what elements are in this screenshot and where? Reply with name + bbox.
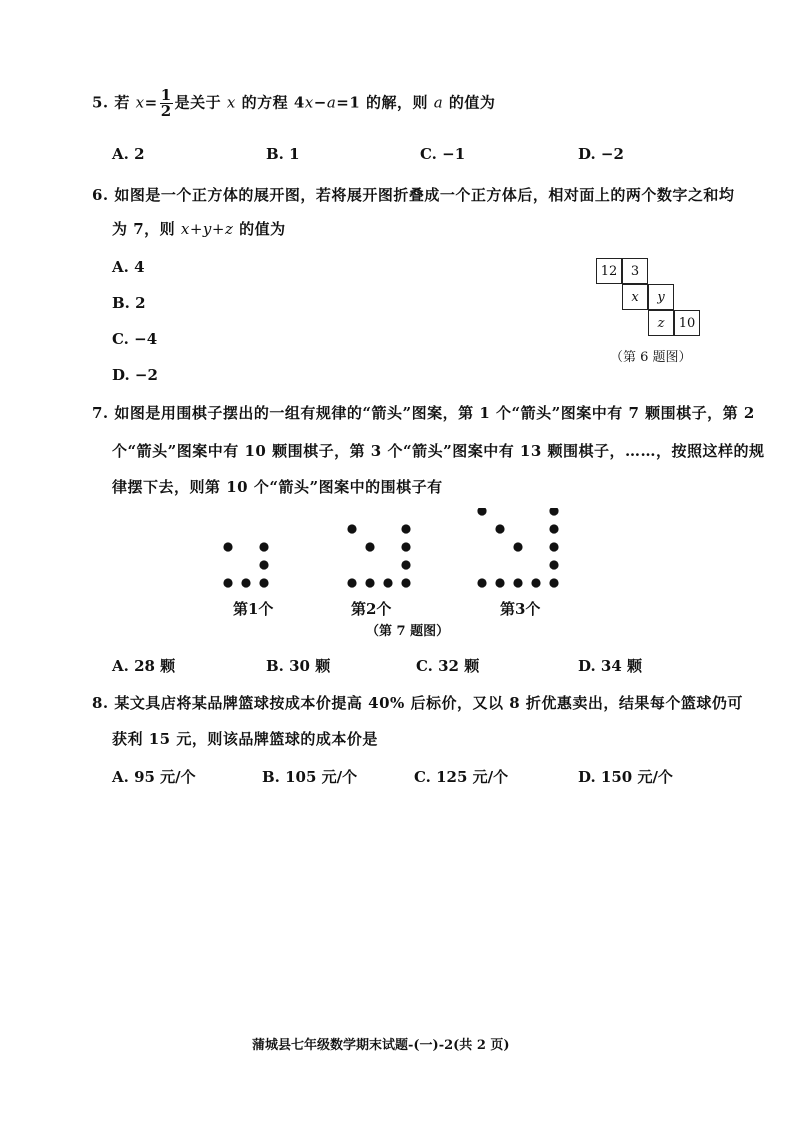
go-stone-p2-8 [347, 524, 356, 533]
cube-net-figure [596, 258, 706, 368]
net-face: 10 [674, 310, 700, 336]
question-number: 8. [92, 694, 109, 712]
go-stone-p1-3 [259, 578, 268, 587]
stem-text: 如图是一个正方体的展开图，若将展开图折叠成一个正方体后，相对面上的两个数字之和均 [114, 186, 735, 204]
arrow-patterns-figure [210, 508, 580, 590]
variable-x: x [304, 93, 314, 112]
fraction-denominator: 2 [160, 102, 172, 120]
fraction-numerator: 1 [160, 86, 172, 104]
question-8-line1 [92, 692, 743, 713]
stone-patterns [223, 508, 558, 588]
variable-x: x [135, 93, 145, 112]
question-8-line2: 获利 15 元，则该品牌篮球的成本价是 [112, 730, 378, 748]
stem-text: =1 的解，则 [336, 93, 428, 112]
option-b: B. 30 颗 [266, 657, 331, 675]
question-6-line2 [112, 218, 286, 239]
option-c: C. −1 [420, 145, 466, 163]
pattern-1-label: 第1个 [233, 600, 274, 618]
option-b: B. 105 元/个 [262, 768, 358, 786]
go-stone-p1-4 [259, 542, 268, 551]
option-c: C. 125 元/个 [414, 768, 509, 786]
go-stone-p2-2 [365, 578, 374, 587]
go-stone-p2-9 [365, 542, 374, 551]
go-stone-p2-6 [401, 542, 410, 551]
option-d: D. −2 [578, 145, 624, 163]
question-7-line1 [92, 402, 755, 423]
go-stone-p1-2 [241, 578, 250, 587]
go-stone-p3-1 [477, 578, 486, 587]
equals-sign: = [144, 93, 158, 112]
go-stone-p3-12 [513, 542, 522, 551]
go-stone-p1-5 [259, 560, 268, 569]
go-stone-p2-4 [401, 578, 410, 587]
go-stone-p3-10 [477, 508, 486, 516]
stem-text: 的值为 [448, 93, 496, 112]
question-5-stem [92, 88, 495, 119]
fraction-one-half [160, 88, 173, 119]
net-face: z [648, 310, 674, 336]
go-stone-p3-11 [495, 524, 504, 533]
go-stone-p1-1 [223, 578, 232, 587]
option-b: B. 1 [266, 145, 300, 163]
go-stone-p2-5 [401, 524, 410, 533]
figure-caption: （第 6 题图） [610, 350, 692, 365]
go-stone-p3-4 [531, 578, 540, 587]
go-stone-p3-3 [513, 578, 522, 587]
net-face: 12 [596, 258, 622, 284]
option-a: A. 2 [112, 145, 145, 163]
stem-text: 若 [114, 93, 130, 112]
minus-sign: − [313, 93, 327, 112]
question-number: 5. [92, 93, 109, 112]
go-stone-p2-3 [383, 578, 392, 587]
go-stone-p3-5 [549, 578, 558, 587]
stem-text: 是关于 [174, 93, 222, 112]
variable-x: x [226, 93, 236, 112]
expression-x-plus-y-plus-z: x+y+z [180, 220, 234, 238]
pattern-2-label: 第2个 [351, 600, 392, 618]
question-6-line1 [92, 184, 734, 205]
option-b: B. 2 [112, 294, 146, 312]
go-stone-p2-7 [401, 560, 410, 569]
go-stone-p1-6 [223, 542, 232, 551]
net-face: x [622, 284, 648, 310]
option-a: A. 95 元/个 [112, 768, 196, 786]
go-stone-p3-9 [549, 560, 558, 569]
stem-text: 某文具店将某品牌篮球按成本价提高 40% 后标价，又以 8 折优惠卖出，结果每个篮球仍可 [114, 694, 743, 712]
question-7-line2: 个“箭头”图案中有 10 颗围棋子，第 3 个“箭头”图案中有 13 颗围棋子，……，按照这样的规 [112, 442, 765, 460]
variable-a: a [433, 93, 444, 112]
net-face: y [648, 284, 674, 310]
option-d: D. 150 元/个 [578, 768, 673, 786]
question-number: 6. [92, 186, 109, 204]
stem-text: 如图是用围棋子摆出的一组有规律的“箭头”图案，第 1 个“箭头”图案中有 7 颗围棋子，第 2 [114, 404, 755, 422]
go-stone-p3-2 [495, 578, 504, 587]
go-stone-p3-6 [549, 508, 558, 516]
stem-text: 的值为 [239, 220, 286, 238]
stem-text: 为 7，则 [112, 220, 176, 238]
option-a: A. 28 颗 [112, 657, 176, 675]
go-stone-p3-8 [549, 542, 558, 551]
option-c: C. −4 [112, 330, 158, 348]
net-face: 3 [622, 258, 648, 284]
option-d: D. 34 颗 [578, 657, 643, 675]
stem-text: 的方程 4 [241, 93, 305, 112]
go-stone-p2-1 [347, 578, 356, 587]
option-c: C. 32 颗 [416, 657, 480, 675]
go-stone-p3-7 [549, 524, 558, 533]
option-d: D. −2 [112, 366, 158, 384]
option-a: A. 4 [112, 258, 145, 276]
pattern-3-label: 第3个 [500, 600, 541, 618]
figure-caption: （第 7 题图） [366, 624, 450, 639]
page-footer: 蒲城县七年级数学期末试题-(一)-2(共 2 页) [252, 1038, 510, 1053]
question-number: 7. [92, 404, 109, 422]
variable-a: a [326, 93, 337, 112]
question-7-line3: 律摆下去，则第 10 个“箭头”图案中的围棋子有 [112, 478, 443, 496]
